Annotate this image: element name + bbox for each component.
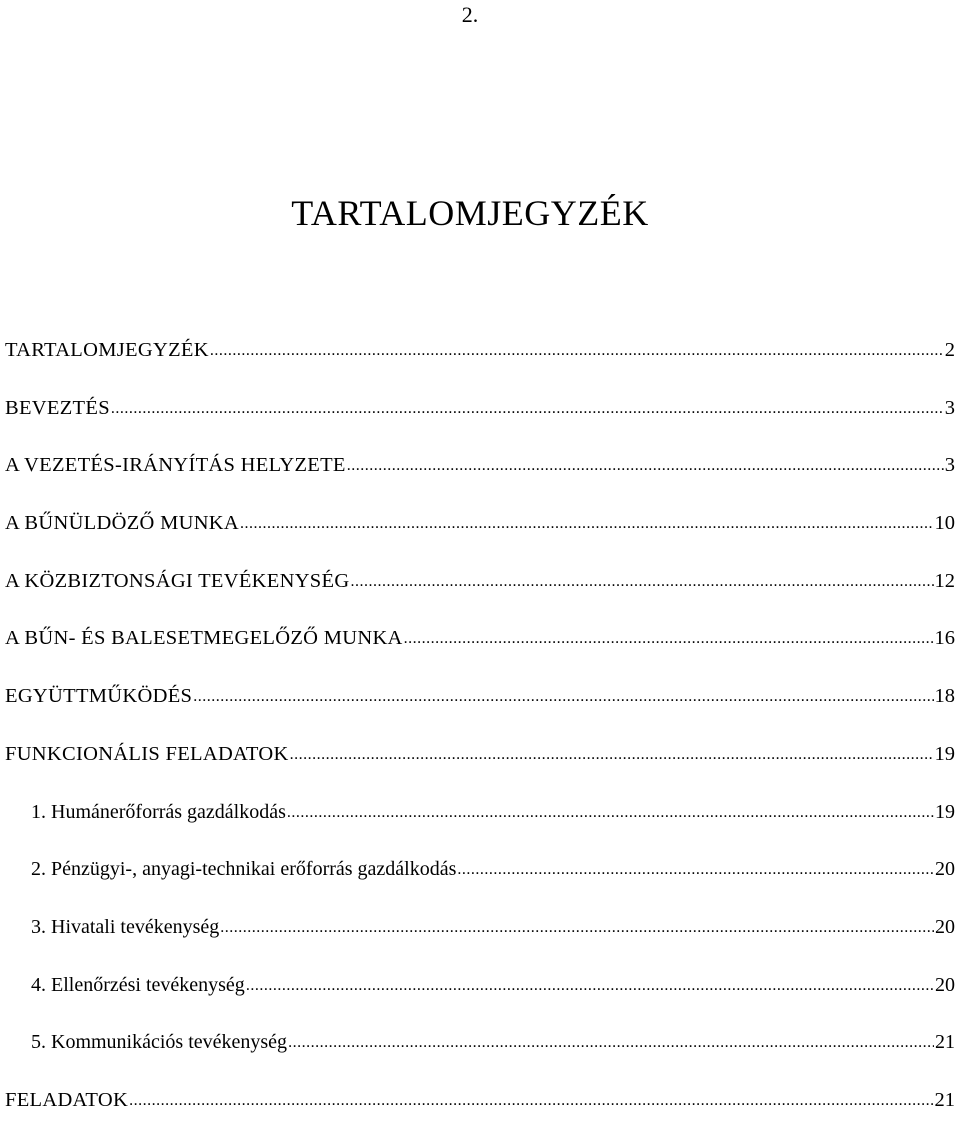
toc-entry-label: 5. Kommunikációs tevékenység [31,1031,288,1054]
toc-entry[interactable] [5,567,955,625]
toc-dot-leader [111,394,944,424]
toc-entry[interactable] [5,624,955,682]
toc-dot-leader [210,336,944,366]
toc-entry-page: 20 [935,915,955,938]
toc-entry-page: 18 [934,685,955,708]
toc-entry-label: FELADATOK [5,1088,129,1111]
toc-entry-page: 21 [935,1031,955,1054]
toc-entry[interactable] [5,1086,955,1144]
toc-entry-page: 20 [935,858,955,881]
toc-entry[interactable] [5,509,955,567]
toc-dot-leader [129,1086,933,1116]
toc-dot-leader [404,624,934,654]
page-title: TARTALOMJEGYZÉK [291,193,649,233]
toc-entry-label: 3. Hivatali tevékenység [31,915,220,938]
toc-dot-leader [287,798,934,828]
toc-dot-leader [288,1028,934,1058]
toc-entry-page: 19 [935,800,955,823]
toc-entry[interactable] [5,394,955,452]
toc-entry-page: 3 [944,454,955,477]
toc-dot-leader [350,567,933,597]
toc-entry[interactable] [5,971,955,1029]
toc-entry-label: A BŰNÜLDÖZŐ MUNKA [5,512,240,535]
page-number: 2. [461,2,479,27]
toc-entry-label: TARTALOMJEGYZÉK [5,339,209,361]
toc-entry[interactable] [5,336,955,394]
toc-entry-label: A VEZETÉS-IRÁNYÍTÁS HELYZETE [5,454,346,477]
table-of-contents [5,336,955,1144]
toc-entry-page: 12 [934,569,955,592]
toc-entry-label: 1. Humánerőforrás gazdálkodás [31,800,286,823]
toc-entry-label: A BŰN- ÉS BALESETMEGELŐZŐ MUNKA [5,627,403,650]
toc-entry-page: 21 [934,1088,955,1111]
toc-dot-leader [240,509,933,539]
toc-dot-leader [457,855,934,885]
toc-entry-label: 4. Ellenőrzési tevékenység [31,973,245,996]
toc-entry-label: FUNKCIONÁLIS FELADATOK [5,742,289,765]
toc-entry[interactable] [5,1028,955,1086]
toc-entry-label: EGYÜTTMŰKÖDÉS [5,685,193,708]
toc-entry[interactable] [5,913,955,971]
toc-dot-leader [347,451,944,481]
toc-entry-page: 16 [934,627,955,650]
toc-entry-page: 2 [944,339,955,361]
toc-entry[interactable] [5,855,955,913]
toc-entry-page: 10 [934,512,955,535]
toc-dot-leader [193,682,933,712]
toc-dot-leader [246,971,934,1001]
toc-entry-page: 19 [934,742,955,765]
toc-dot-leader [220,913,934,943]
toc-entry-label: BEVEZTÉS [5,396,110,419]
toc-entry-label: A KÖZBIZTONSÁGI TEVÉKENYSÉG [5,569,350,592]
toc-entry-page: 3 [944,396,955,419]
toc-entry[interactable] [5,451,955,509]
toc-entry[interactable] [5,740,955,798]
toc-entry[interactable] [5,798,955,856]
toc-entry-label: 2. Pénzügyi-, anyagi-technikai erőforrás gazdálkodás [31,858,457,881]
toc-dot-leader [290,740,934,770]
toc-entry-page: 20 [935,973,955,996]
toc-entry[interactable] [5,682,955,740]
